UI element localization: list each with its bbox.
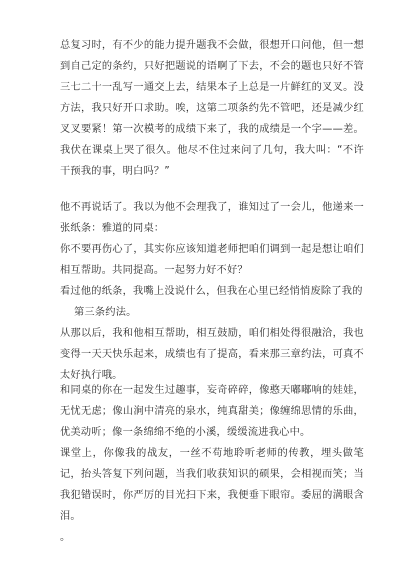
paragraph-third-rule: 第三条约法。	[74, 307, 137, 318]
passage-review-section	[60, 35, 364, 182]
paragraph-classroom: 课堂上，你像我的战友，一丝不苟地聆听老师的传教，埋头做笔记，抬头答复下列问题，当我们收获知识的硕果，会相视而笑；当我犯错误时，你严厉的目光扫下来，我便垂下眼帘。委屈的满眼含泪。	[60, 448, 364, 522]
footnote-mark: 。	[60, 532, 71, 543]
paragraph-since-then: 从那以后，我和他相互帮助，相互鼓励，咱们相处得很融洽，我也变得一天天快乐起来，成绩也有了提高，看来那三章约法，可真不太好执行哦。	[60, 328, 364, 381]
paragraph-review: 总复习时，有不少的能力提升题我不会做，很想开口问他，但一想到自己定的条约，只好把题说的语啊了下去，不会的题也只好不管三七二十一乱写一通交上去，结果本子上总是一片鲜红的叉叉。没方法，我只好开口求助。唉，这第二项条约先不管吧，还是减少红叉叉要紧！第一次模考的成绩下来了，我的成绩是一个字——差。我伏在课桌上哭了很久。他尽不住过来问了几句，我大叫：“不许干预我的事，明白吗？”	[60, 40, 364, 177]
passage-note-section	[60, 197, 364, 386]
paragraph-silence: 他不再说话了。我以为他不会理我了，谁知过了一会儿，他递来一张纸条：雅道的同桌：	[60, 202, 364, 234]
paragraph-note-content: 你不要再伤心了，其实你应该知道老师把咱们调到一起是想让咱们相互帮助。共同提高。一起努力好不好？	[60, 244, 364, 276]
passage-deskmate-section	[60, 380, 364, 548]
paragraph-read-note: 看过他的纸条，我嘴上没说什么，但我在心里已经悄悄废除了我的	[60, 286, 363, 297]
paragraph-deskmate: 和同桌的你在一起发生过趣事，妄奇碎碎，像憨天嘟嘟响的娃娃，无忧无虑；像山涧中清亮的泉水，纯真甜美；像缠绵思情的乐曲，优美动听；像一条绵绵不绝的小溪，缓缓流进我心中。	[60, 385, 364, 438]
